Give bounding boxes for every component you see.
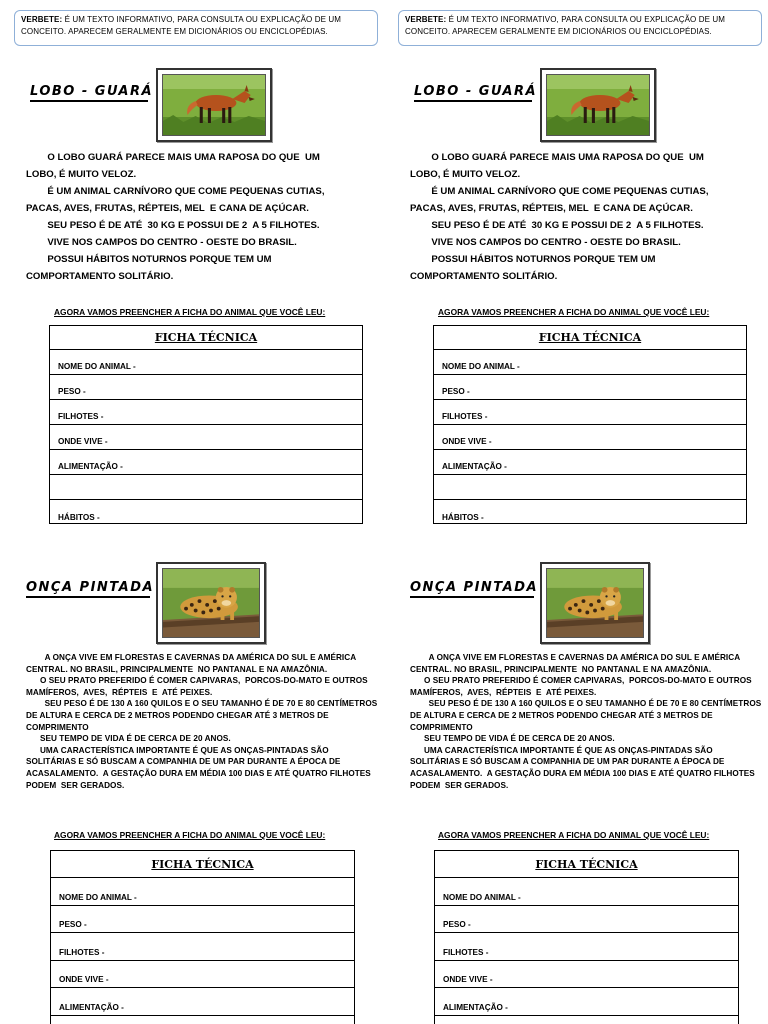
ficha-field-filhotes[interactable]: FILHOTES - <box>435 933 738 961</box>
wolf-paragraph-line: VIVE NOS CAMPOS DO CENTRO - OESTE DO BRASIL. <box>26 237 297 248</box>
ficha-title: FICHA TÉCNICA <box>434 326 746 350</box>
ficha-field-habitos[interactable]: HÁBITOS - <box>58 513 100 522</box>
wolf-paragraph-line: VIVE NOS CAMPOS DO CENTRO - OESTE DO BRASIL. <box>410 237 681 248</box>
wolf-paragraph-line: PACAS, AVES, FRUTAS, RÉPTEIS, MEL E CANA DE AÇÚCAR. <box>26 203 309 214</box>
jaguar-instruction: AGORA VAMOS PREENCHER A FICHA DO ANIMAL QUE VOCÊ LEU: <box>54 830 326 840</box>
wolf-ficha-tecnica-table <box>49 325 363 524</box>
jaguar-paragraph: O SEU PRATO PREFERIDO É COMER CAPIVARAS, PORCOS-DO-MATO E OUTROS MAMÍFEROS, AVES, RÉPTEIS E ATÉ PEIXES. <box>26 676 371 697</box>
ficha-field-nome[interactable]: NOME DO ANIMAL - <box>51 878 354 906</box>
jaguar-image <box>546 568 644 638</box>
jaguar-photo <box>156 562 266 644</box>
wolf-paragraph-line: COMPORTAMENTO SOLITÁRIO. <box>26 271 174 282</box>
ficha-field-filhotes[interactable]: FILHOTES - <box>434 400 746 425</box>
wolf-paragraph-line: SEU PESO É DE ATÉ 30 KG E POSSUI DE 2 A 5 FILHOTES. <box>410 220 704 231</box>
verbete-text: É UM TEXTO INFORMATIVO, PARA CONSULTA OU EXPLICAÇÃO DE UM CONCEITO. APARECEM GERALMENTE EM DICIONÁRIOS OU ENCICLOPÉDIAS. <box>405 15 725 36</box>
ficha-field-blank[interactable] <box>435 1016 738 1024</box>
ficha-field-alimentacao[interactable]: ALIMENTAÇÃO - <box>435 988 738 1016</box>
ficha-title: FICHA TÉCNICA <box>435 851 738 878</box>
ficha-field-blank[interactable] <box>51 1016 354 1024</box>
ficha-field-peso[interactable]: PESO - <box>435 906 738 934</box>
wolf-paragraph-line: O LOBO GUARÁ PARECE MAIS UMA RAPOSA DO QUE UM <box>410 152 704 163</box>
jaguar-paragraph: O SEU PRATO PREFERIDO É COMER CAPIVARAS, PORCOS-DO-MATO E OUTROS MAMÍFEROS, AVES, RÉPTEIS E ATÉ PEIXES. <box>410 676 755 697</box>
wolf-photo <box>156 68 272 142</box>
jaguar-paragraph: UMA CARACTERÍSTICA IMPORTANTE É QUE AS ONÇAS-PINTADAS SÃO SOLITÁRIAS E SÓ BUSCAM A COMPANHIA DE UM PAR DURANTE A ÉPOCA DE ACASALAMENTO. A GESTAÇÃO DURA EM MÉDIA 100 DIAS E ATÉ QUATRO FILHOTES PODEM SER GERADOS. <box>410 745 758 790</box>
wolf-paragraph-line: O LOBO GUARÁ PARECE MAIS UMA RAPOSA DO QUE UM <box>26 152 320 163</box>
verbete-text: É UM TEXTO INFORMATIVO, PARA CONSULTA OU EXPLICAÇÃO DE UM CONCEITO. APARECEM GERALMENTE EM DICIONÁRIOS OU ENCICLOPÉDIAS. <box>21 15 341 36</box>
jaguar-paragraphs <box>26 652 380 791</box>
ficha-field-blank[interactable] <box>434 475 746 500</box>
ficha-field-nome[interactable]: NOME DO ANIMAL - <box>434 350 746 375</box>
ficha-field-alimentacao[interactable]: ALIMENTAÇÃO - <box>50 450 362 475</box>
ficha-field-alimentacao[interactable]: ALIMENTAÇÃO - <box>434 450 746 475</box>
jaguar-paragraph: A ONÇA VIVE EM FLORESTAS E CAVERNAS DA AMÉRICA DO SUL E AMÉRICA CENTRAL. NO BRASIL, PRINCIPALMENTE NO PANTANAL E NA AMAZÔNIA. <box>410 653 743 674</box>
wolf-description <box>26 149 380 285</box>
wolf-paragraph-line: PACAS, AVES, FRUTAS, RÉPTEIS, MEL E CANA DE AÇÚCAR. <box>410 203 693 214</box>
jaguar-paragraphs <box>410 652 764 791</box>
maned-wolf-image <box>162 74 266 136</box>
worksheet-column-right <box>384 0 768 1024</box>
wolf-paragraph-line: É UM ANIMAL CARNÍVORO QUE COME PEQUENAS CUTIAS, <box>26 186 325 197</box>
wolf-title: LOBO - GUARÁ <box>30 84 148 102</box>
wolf-title: LOBO - GUARÁ <box>414 84 532 102</box>
jaguar-title: ONÇA PINTADA <box>410 580 534 598</box>
ficha-field-onde-vive[interactable]: ONDE VIVE - <box>435 961 738 989</box>
wolf-paragraph-line: SEU PESO É DE ATÉ 30 KG E POSSUI DE 2 A 5 FILHOTES. <box>26 220 320 231</box>
ficha-title: FICHA TÉCNICA <box>50 326 362 350</box>
ficha-field-peso[interactable]: PESO - <box>51 906 354 934</box>
ficha-title: FICHA TÉCNICA <box>51 851 354 878</box>
wolf-paragraph-line: LOBO, É MUITO VELOZ. <box>410 169 521 180</box>
jaguar-paragraph: UMA CARACTERÍSTICA IMPORTANTE É QUE AS ONÇAS-PINTADAS SÃO SOLITÁRIAS E SÓ BUSCAM A COMPANHIA DE UM PAR DURANTE A ÉPOCA DE ACASALAMENTO. A GESTAÇÃO DURA EM MÉDIA 100 DIAS E ATÉ QUATRO FILHOTES PODEM SER GERADOS. <box>26 745 374 790</box>
wolf-paragraph-line: POSSUI HÁBITOS NOTURNOS PORQUE TEM UM <box>26 254 272 265</box>
wolf-paragraph-line: LOBO, É MUITO VELOZ. <box>26 169 137 180</box>
jaguar-description <box>410 652 764 791</box>
ficha-field-filhotes[interactable]: FILHOTES - <box>51 933 354 961</box>
ficha-field-nome[interactable]: NOME DO ANIMAL - <box>50 350 362 375</box>
jaguar-description <box>26 652 380 791</box>
maned-wolf-image <box>546 74 650 136</box>
jaguar-paragraph: SEU TEMPO DE VIDA É DE CERCA DE 20 ANOS. <box>26 734 231 744</box>
verbete-definition-box <box>398 10 762 46</box>
ficha-field-onde-vive[interactable]: ONDE VIVE - <box>50 425 362 450</box>
wolf-paragraph-line: É UM ANIMAL CARNÍVORO QUE COME PEQUENAS CUTIAS, <box>410 186 709 197</box>
jaguar-paragraph: SEU TEMPO DE VIDA É DE CERCA DE 20 ANOS. <box>410 734 615 744</box>
verbete-label: VERBETE: <box>405 15 447 24</box>
verbete-definition-box <box>14 10 378 46</box>
jaguar-image <box>162 568 260 638</box>
jaguar-paragraph: A ONÇA VIVE EM FLORESTAS E CAVERNAS DA AMÉRICA DO SUL E AMÉRICA CENTRAL. NO BRASIL, PRINCIPALMENTE NO PANTANAL E NA AMAZÔNIA. <box>26 653 359 674</box>
jaguar-paragraph: SEU PESO É DE 130 A 160 QUILOS E O SEU TAMANHO É DE 70 E 80 CENTÍMETROS DE ALTURA E CERCA DE 2 METROS PODENDO CHEGAR ATÉ 3 METROS DE COMPRIMENTO <box>26 699 380 732</box>
ficha-field-onde-vive[interactable]: ONDE VIVE - <box>51 961 354 989</box>
ficha-field-blank[interactable] <box>50 475 362 500</box>
ficha-field-habitos[interactable]: HÁBITOS - <box>442 513 484 522</box>
wolf-instruction: AGORA VAMOS PREENCHER A FICHA DO ANIMAL QUE VOCÊ LEU: <box>438 307 710 317</box>
wolf-paragraph-line: COMPORTAMENTO SOLITÁRIO. <box>410 271 558 282</box>
wolf-paragraph-line: POSSUI HÁBITOS NOTURNOS PORQUE TEM UM <box>410 254 656 265</box>
ficha-field-filhotes[interactable]: FILHOTES - <box>50 400 362 425</box>
jaguar-ficha-tecnica-table <box>434 850 739 1024</box>
ficha-field-alimentacao[interactable]: ALIMENTAÇÃO - <box>51 988 354 1016</box>
jaguar-paragraph: SEU PESO É DE 130 A 160 QUILOS E O SEU TAMANHO É DE 70 E 80 CENTÍMETROS DE ALTURA E CERCA DE 2 METROS PODENDO CHEGAR ATÉ 3 METROS DE COMPRIMENTO <box>410 699 764 732</box>
wolf-ficha-tecnica-table <box>433 325 747 524</box>
jaguar-instruction: AGORA VAMOS PREENCHER A FICHA DO ANIMAL QUE VOCÊ LEU: <box>438 830 710 840</box>
ficha-field-peso[interactable]: PESO - <box>434 375 746 400</box>
wolf-description <box>410 149 764 285</box>
wolf-instruction: AGORA VAMOS PREENCHER A FICHA DO ANIMAL QUE VOCÊ LEU: <box>54 307 326 317</box>
wolf-photo <box>540 68 656 142</box>
ficha-field-onde-vive[interactable]: ONDE VIVE - <box>434 425 746 450</box>
ficha-field-nome[interactable]: NOME DO ANIMAL - <box>435 878 738 906</box>
jaguar-title: ONÇA PINTADA <box>26 580 150 598</box>
verbete-label: VERBETE: <box>21 15 63 24</box>
jaguar-ficha-tecnica-table <box>50 850 355 1024</box>
jaguar-photo <box>540 562 650 644</box>
ficha-field-peso[interactable]: PESO - <box>50 375 362 400</box>
